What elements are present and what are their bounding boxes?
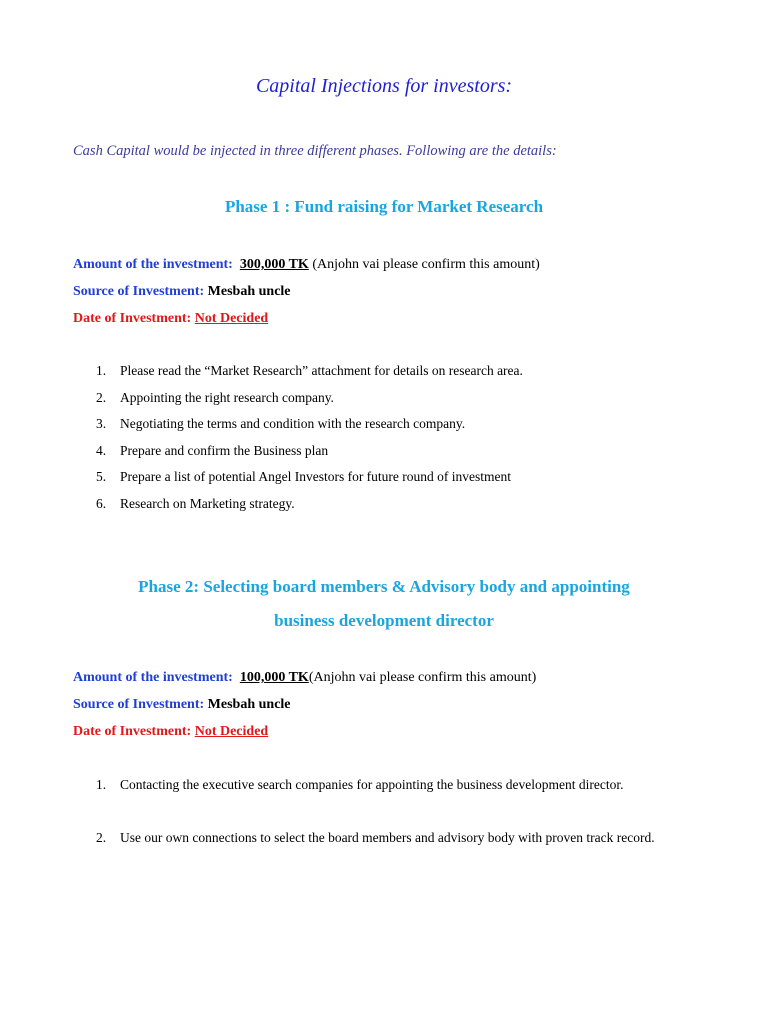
phase2-steps-list	[96, 772, 676, 851]
phase1-date-value: Not Decided	[194, 311, 269, 326]
list-item	[96, 358, 696, 385]
phase2-amount-label: Amount of the investment:	[73, 670, 233, 685]
phase1-date-line	[73, 305, 268, 332]
phase2-heading-line2: business development director	[274, 611, 494, 630]
phase2-amount-value: 100,000 TK	[239, 670, 309, 685]
phase1-amount-label: Amount of the investment:	[73, 257, 233, 272]
list-item	[96, 438, 696, 465]
intro-text: Cash Capital would be injected in three different phases. Following are the details:	[73, 143, 557, 159]
phase1-amount-line	[73, 251, 540, 278]
phase1-amount-value: 300,000 TK	[239, 257, 309, 272]
phase2-date-line	[73, 718, 268, 745]
list-item-text: Appointing the right research company.	[120, 389, 334, 405]
phase1-source-label: Source of Investment:	[73, 284, 205, 299]
phase1-date-label: Date of Investment:	[73, 311, 192, 326]
list-number: 5.	[96, 469, 107, 485]
list-number: 6.	[96, 495, 107, 511]
phase1-amount-note: (Anjohn vai please confirm this amount)	[312, 257, 540, 272]
list-item-text: Research on Marketing strategy.	[120, 495, 295, 511]
list-number: 3.	[96, 416, 107, 432]
list-number: 1.	[96, 363, 107, 378]
list-item	[96, 464, 696, 491]
phase1-steps-list	[96, 358, 696, 518]
list-number: 4.	[96, 442, 107, 458]
list-item	[96, 491, 696, 518]
phase2-source-label: Source of Investment:	[73, 697, 205, 712]
list-item-text: Prepare a list of potential Angel Investors for future round of investment	[120, 469, 512, 485]
list-item	[96, 825, 676, 852]
list-item	[96, 411, 696, 438]
phase2-amount-line	[73, 664, 536, 691]
list-item-text: Contacting the executive search companies for appointing the business development director.	[120, 777, 624, 792]
list-item-text: Negotiating the terms and condition with the research company.	[120, 416, 466, 432]
phase2-source-value: Mesbah uncle	[207, 697, 291, 712]
phase1-source-line	[73, 278, 291, 305]
phase2-heading-line1: Phase 2: Selecting board members & Advisory body and appointing	[138, 577, 630, 596]
list-item	[96, 772, 676, 799]
list-item-text: Use our own connections to select the board members and advisory body with proven track record.	[120, 829, 655, 845]
phase1-heading: Phase 1 : Fund raising for Market Research	[224, 197, 544, 216]
list-number: 1.	[96, 777, 107, 792]
list-number: 2.	[96, 389, 107, 405]
list-item-text: Prepare and confirm the Business plan	[120, 442, 329, 458]
phase2-date-label: Date of Investment:	[73, 724, 192, 739]
list-number: 2.	[96, 829, 107, 845]
phase2-source-line	[73, 691, 291, 718]
phase2-amount-note: (Anjohn vai please confirm this amount)	[308, 670, 537, 685]
list-item	[96, 385, 696, 412]
phase1-source-value: Mesbah uncle	[207, 284, 291, 299]
list-item-text: Please read the “Market Research” attachment for details on research area.	[120, 363, 523, 378]
document-title: Capital Injections for investors:	[255, 75, 513, 97]
phase2-date-value: Not Decided	[194, 724, 269, 739]
